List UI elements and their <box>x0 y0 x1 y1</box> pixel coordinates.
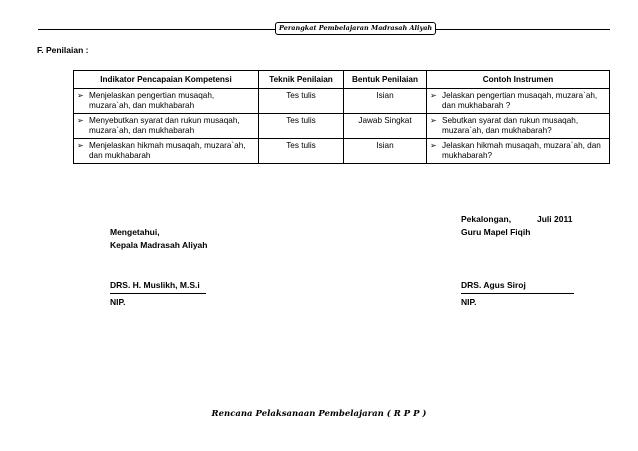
cell-indikator <box>74 114 259 139</box>
principal-name: DRS. H. Muslikh, M.S.i <box>110 280 200 290</box>
cell-bentuk: Isian <box>344 89 427 114</box>
cell-teknik: Tes tulis <box>259 89 344 114</box>
cell-bentuk: Jawab Singkat <box>344 114 427 139</box>
table-row <box>74 114 610 139</box>
cell-indikator <box>74 139 259 164</box>
indikator-text: Menjelaskan pengertian musaqah, muzara`ah, dan mukhabarah <box>89 91 215 110</box>
indikator-text: Menjelaskan hikmah musaqah, muzara`ah, dan mukhabarah <box>89 141 246 160</box>
cell-contoh <box>427 139 610 164</box>
teacher-nip: NIP. <box>461 297 477 307</box>
arrow-bullet-icon: ➢ <box>77 91 84 100</box>
cell-indikator <box>74 89 259 114</box>
arrow-bullet-icon: ➢ <box>430 141 437 150</box>
principal-nip: NIP. <box>110 297 126 307</box>
date-label: Juli 2011 <box>537 214 573 224</box>
place-label: Pekalongan, <box>461 214 512 224</box>
indikator-text: Menyebutkan syarat dan rukun musaqah, muzara`ah, dan mukhabarah <box>89 116 240 135</box>
contoh-text: Jelaskan hikmah musaqah, muzara`ah, dan mukhabarah? <box>442 141 601 160</box>
principal-title: Kepala Madrasah Aliyah <box>110 240 208 250</box>
principal-signature-line <box>110 293 206 294</box>
arrow-bullet-icon: ➢ <box>77 141 84 150</box>
cell-bentuk: Isian <box>344 139 427 164</box>
teacher-title: Guru Mapel Fiqih <box>461 227 531 237</box>
header-title: Perangkat Pembelajaran Madrasah Aliyah <box>275 22 436 35</box>
arrow-bullet-icon: ➢ <box>430 116 437 125</box>
cell-teknik: Tes tulis <box>259 139 344 164</box>
contoh-text: Sebutkan syarat dan rukun musaqah, muzara`ah, dan mukhabarah? <box>442 116 579 135</box>
cell-contoh <box>427 89 610 114</box>
table-header-row <box>74 71 610 89</box>
contoh-text: Jelaskan pengertian musaqah, muzara`ah, dan mukhabarah ? <box>442 91 598 110</box>
column-header-teknik: Teknik Penilaian <box>259 71 344 89</box>
teacher-signature-line <box>461 293 574 294</box>
page-footer: Rencana Pelaksanaan Pembelajaran ( R P P ) <box>211 409 427 419</box>
column-header-indikator: Indikator Pencapaian Kompetensi <box>74 71 259 89</box>
cell-teknik: Tes tulis <box>259 114 344 139</box>
column-header-bentuk: Bentuk Penilaian <box>344 71 427 89</box>
teacher-name: DRS. Agus Siroj <box>461 280 526 290</box>
section-title: F. Penilaian : <box>37 45 89 55</box>
acknowledged-label: Mengetahui, <box>110 227 160 237</box>
arrow-bullet-icon: ➢ <box>430 91 437 100</box>
cell-contoh <box>427 114 610 139</box>
table-row <box>74 89 610 114</box>
table-row <box>74 139 610 164</box>
assessment-table <box>73 70 610 164</box>
arrow-bullet-icon: ➢ <box>77 116 84 125</box>
column-header-contoh: Contoh Instrumen <box>427 71 610 89</box>
